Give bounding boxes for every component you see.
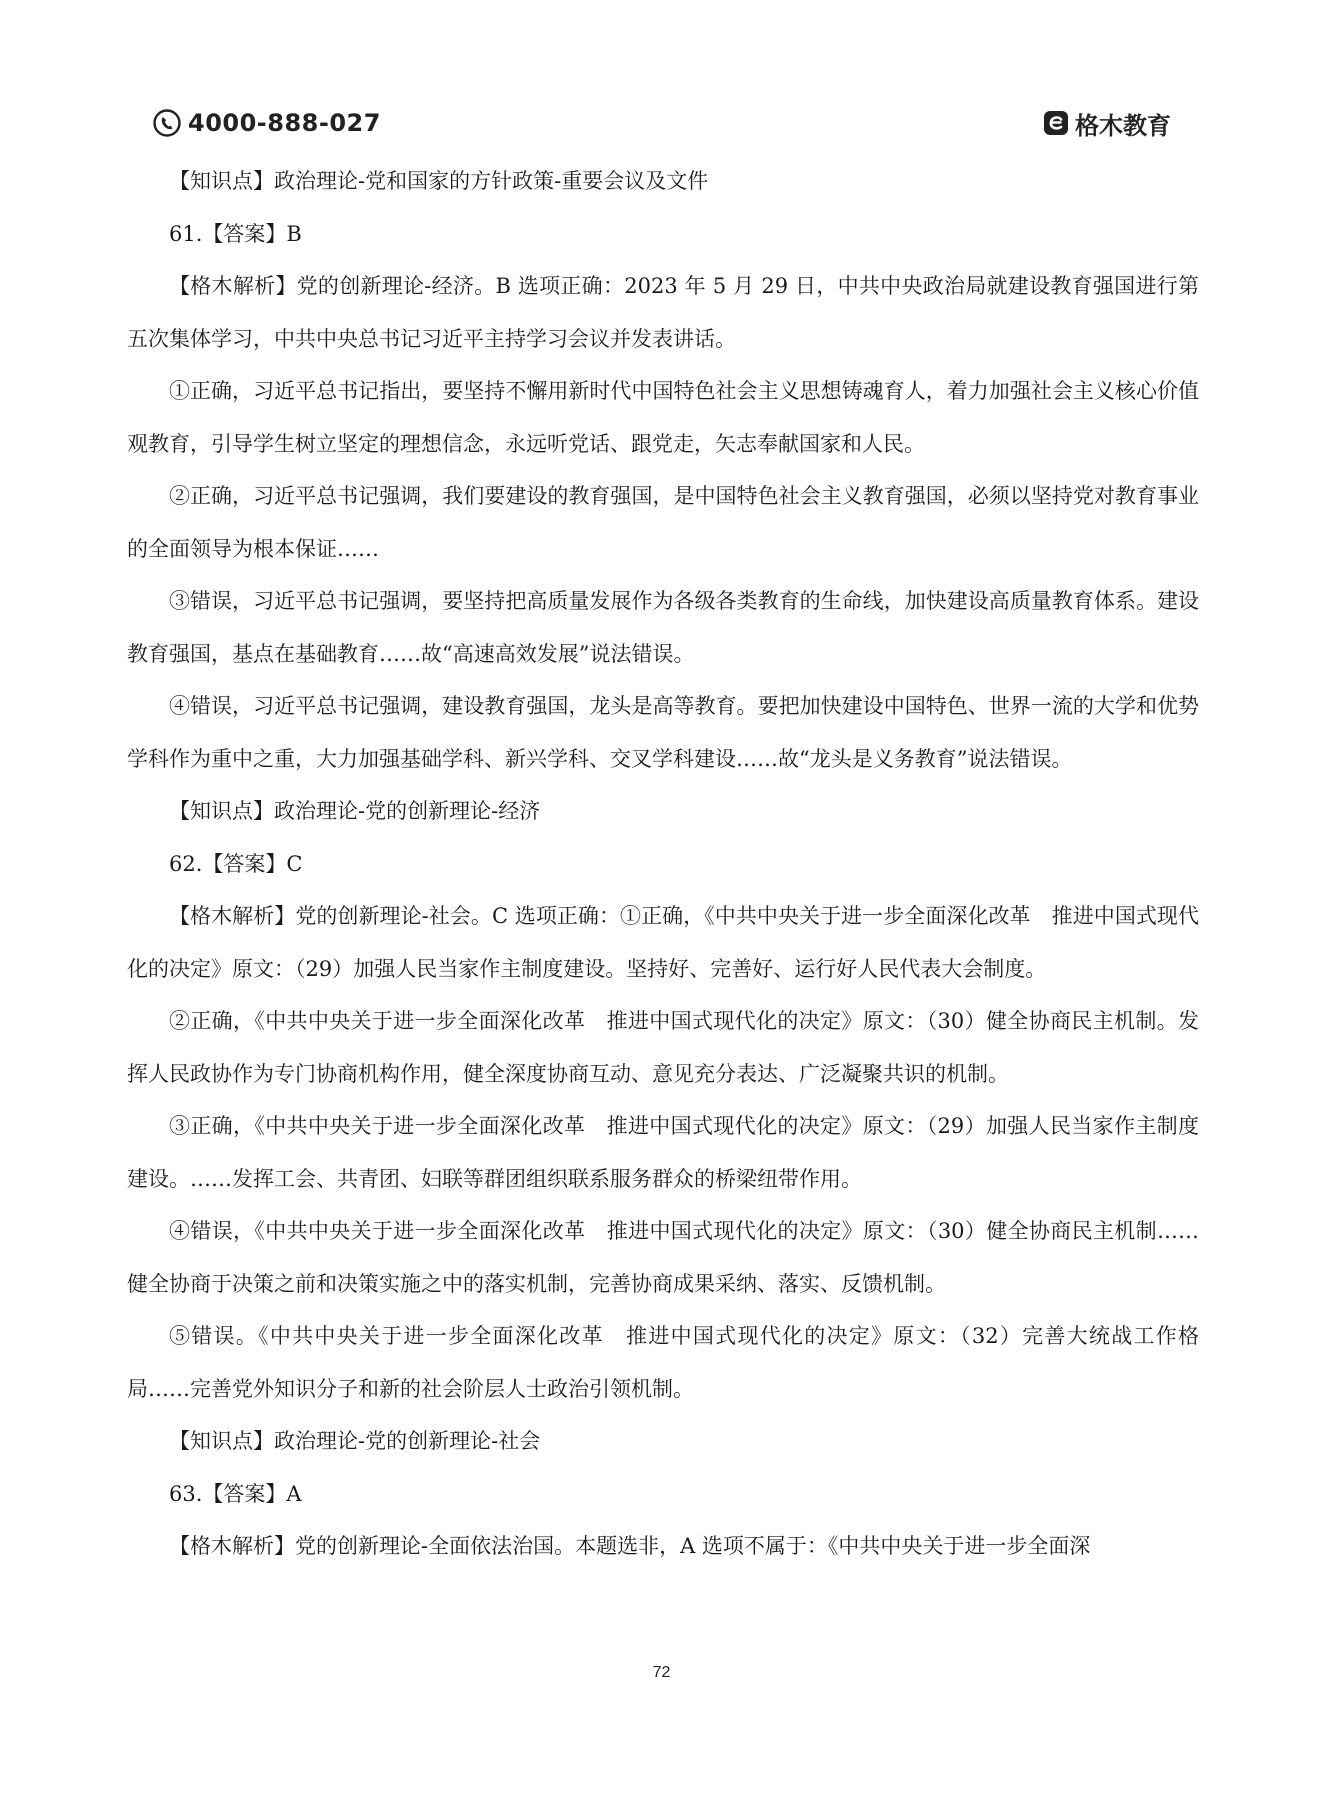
answer-61: 61.【答案】B <box>169 221 302 246</box>
answer-62: 62.【答案】C <box>169 851 303 876</box>
brand-icon <box>1043 110 1069 136</box>
analysis-62: 【格木解析】党的创新理论-社会。C 选项正确：①正确，《中共中央关于进一步全面深化改革 推进中国式现代化的决定》原文：（29）加强人民当家作主制度建设。坚持好、完善好、运行好人民代表大会制度。 <box>127 904 1199 981</box>
analysis-61-item-4: ④错误，习近平总书记强调，建设教育强国，龙头是高等教育。要把加快建设中国特色、世界一流的大学和优势学科作为重中之重，大力加强基础学科、新兴学科、交叉学科建设……故“龙头是义务教育”说法错误。 <box>127 694 1199 771</box>
knowledge-point-62: 【知识点】政治理论-党的创新理论-社会 <box>169 1429 541 1453</box>
analysis-62-item-3: ③正确，《中共中央关于进一步全面深化改革 推进中国式现代化的决定》原文：（29）加强人民当家作主制度建设。……发挥工会、共青团、妇联等群团组织联系服务群众的桥梁纽带作用。 <box>127 1114 1199 1191</box>
page-number: 72 <box>652 1664 671 1681</box>
brand-logo <box>1043 106 1171 141</box>
analysis-62-item-5: ⑤错误。《中共中央关于进一步全面深化改革 推进中国式现代化的决定》原文：（32）完善大统战工作格局……完善党外知识分子和新的社会阶层人士政治引领机制。 <box>127 1324 1199 1401</box>
analysis-61-item-3: ③错误，习近平总书记强调，要坚持把高质量发展作为各级各类教育的生命线，加快建设高质量教育体系。建设教育强国，基点在基础教育……故“高速高效发展”说法错误。 <box>127 589 1199 666</box>
analysis-61: 【格木解析】党的创新理论-经济。B 选项正确：2023 年 5 月 29 日，中共中央政治局就建设教育强国进行第五次集体学习，中共中央总书记习近平主持学习会议并发表讲话。 <box>127 274 1199 351</box>
phone-icon <box>152 108 182 138</box>
answer-explanations <box>127 155 1199 1573</box>
hotline <box>152 108 381 138</box>
analysis-63: 【格木解析】党的创新理论-全面依法治国。本题选非，A 选项不属于：《中共中央关于进一步全面深 <box>169 1534 1091 1558</box>
hotline-number: 4000-888-027 <box>188 109 381 137</box>
brand-name: 格木教育 <box>1075 111 1171 140</box>
knowledge-point-61: 【知识点】政治理论-党的创新理论-经济 <box>169 799 541 823</box>
analysis-61-item-2: ②正确，习近平总书记强调，我们要建设的教育强国，是中国特色社会主义教育强国，必须以坚持党对教育事业的全面领导为根本保证…… <box>127 484 1199 561</box>
answer-63: 63.【答案】A <box>169 1481 302 1506</box>
knowledge-point-60: 【知识点】政治理论-党和国家的方针政策-重要会议及文件 <box>169 169 709 193</box>
analysis-62-item-4: ④错误，《中共中央关于进一步全面深化改革 推进中国式现代化的决定》原文：（30）健全协商民主机制……健全协商于决策之前和决策实施之中的落实机制，完善协商成果采纳、落实、反馈机制。 <box>127 1219 1199 1296</box>
analysis-61-item-1: ①正确，习近平总书记指出，要坚持不懈用新时代中国特色社会主义思想铸魂育人，着力加强社会主义核心价值观教育，引导学生树立坚定的理想信念，永远听党话、跟党走，矢志奉献国家和人民。 <box>127 379 1199 456</box>
page-header <box>152 103 1171 143</box>
analysis-62-item-2: ②正确，《中共中央关于进一步全面深化改革 推进中国式现代化的决定》原文：（30）健全协商民主机制。发挥人民政协作为专门协商机构作用，健全深度协商互动、意见充分表达、广泛凝聚共识的机制。 <box>127 1009 1199 1086</box>
